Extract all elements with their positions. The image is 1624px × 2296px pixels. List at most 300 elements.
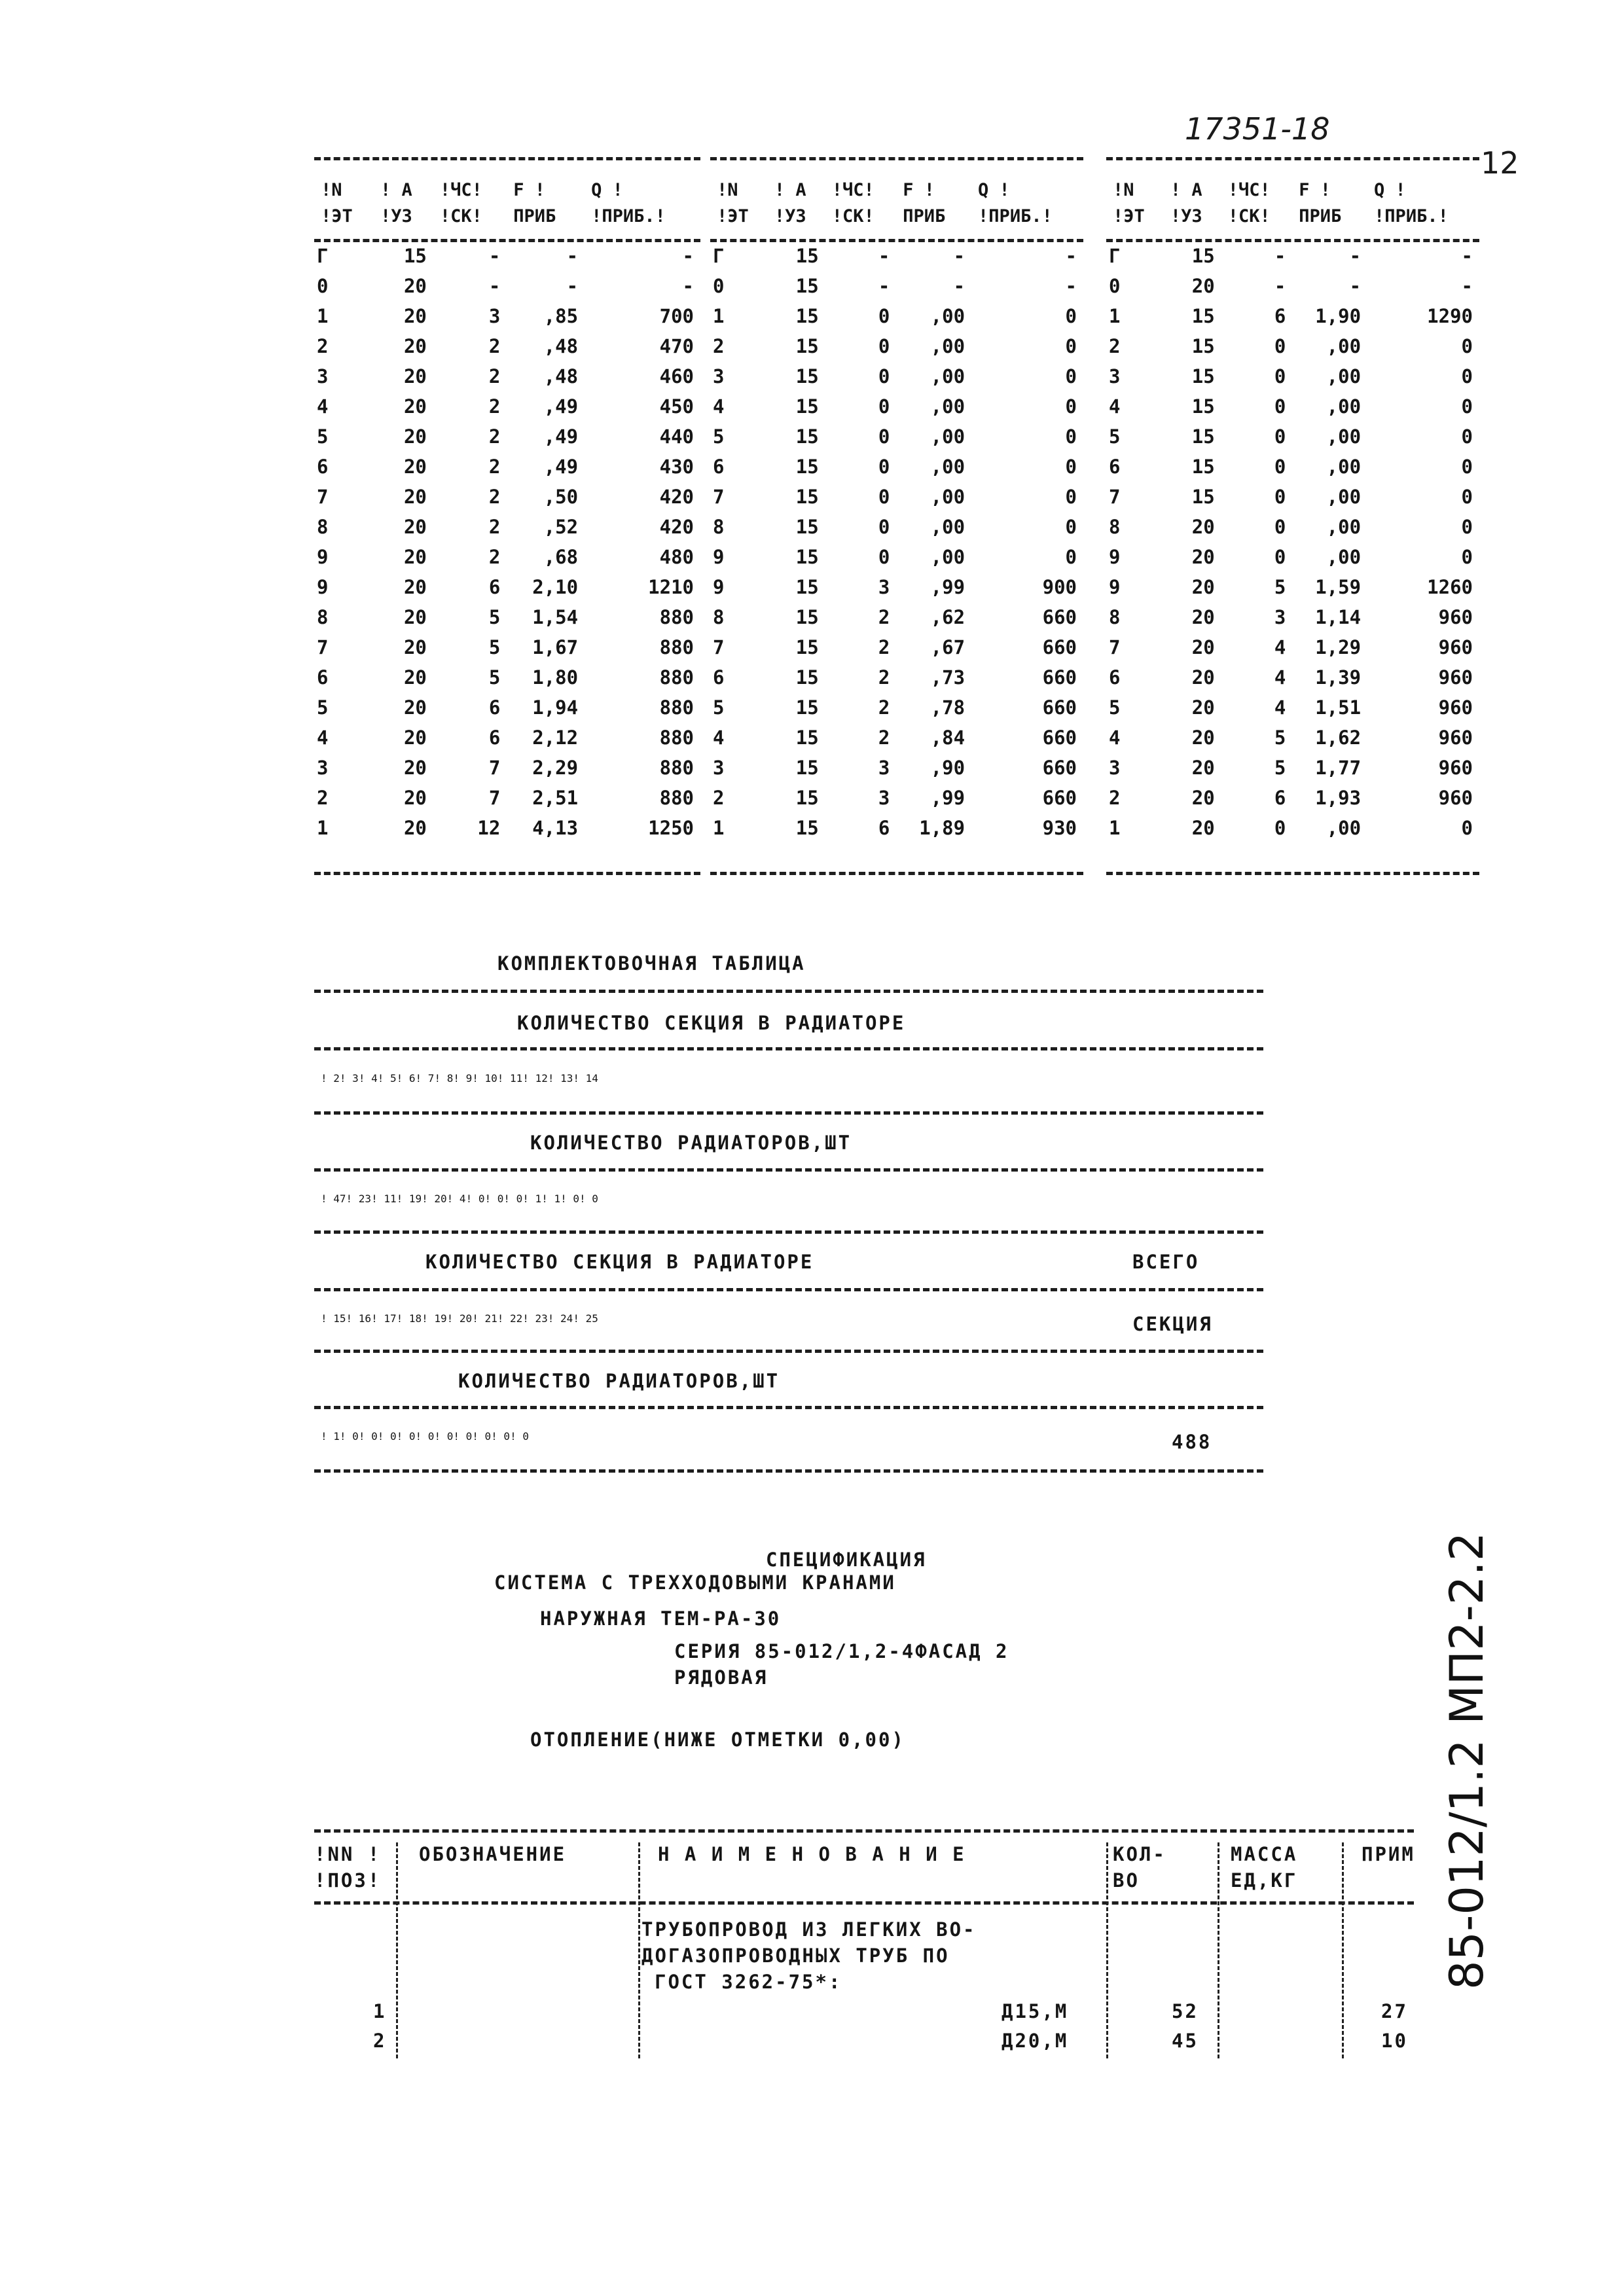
table-cell: 1 xyxy=(317,817,329,839)
table-cell: 15 xyxy=(795,576,819,598)
table-cell: 4 xyxy=(713,726,725,749)
table-cell: 3 xyxy=(1109,365,1121,387)
kt-cell: ! 1 xyxy=(321,1430,340,1443)
table-cell: 1,77 xyxy=(1315,757,1362,779)
table-cell: 20 xyxy=(1191,757,1215,779)
kt-cell: ! 6 xyxy=(396,1072,416,1085)
table-cell: 20 xyxy=(1191,696,1215,719)
spec-row-1-pos: 1 xyxy=(373,2000,387,2022)
table-cell: 15 xyxy=(795,817,819,839)
kt-cell: ! 2 xyxy=(321,1072,340,1085)
table-cell: 15 xyxy=(795,636,819,658)
table-cell: 15 xyxy=(1191,305,1215,327)
table-cell: 660 xyxy=(1042,787,1077,809)
table-cell: 9 xyxy=(317,546,329,568)
table-cell: 480 xyxy=(659,546,694,568)
table-row xyxy=(710,813,1083,843)
table-cell: ,00 xyxy=(930,305,965,327)
table-row xyxy=(1106,542,1479,572)
table-header-cell: !ПРИБ.! xyxy=(978,206,1053,226)
table-cell: 1,90 xyxy=(1315,305,1362,327)
kt-cell: ! 0 xyxy=(396,1430,416,1443)
spec-rule-top xyxy=(314,1829,1414,1833)
table-cell: 3 xyxy=(878,787,890,809)
table-cell: 0 xyxy=(1461,335,1473,357)
table-cell: 6 xyxy=(317,456,329,478)
table-cell: 2 xyxy=(488,546,501,568)
table-cell: 2 xyxy=(488,335,501,357)
spec-series: СЕРИЯ 85-012/1,2-4ФАСАД 2 xyxy=(674,1640,1009,1662)
table-cell: - xyxy=(1274,245,1286,267)
kt-cell: ! 11 xyxy=(497,1072,523,1085)
table-cell: ,00 xyxy=(930,335,965,357)
table-cell: 1,54 xyxy=(532,606,579,628)
kt-cell: ! 0 xyxy=(503,1193,523,1205)
kt-rule-5 xyxy=(314,1230,1263,1234)
table-cell: ,00 xyxy=(1326,456,1362,478)
spec-row-2-name: Д20,М xyxy=(1001,2030,1069,2052)
table-row xyxy=(1106,692,1479,723)
spec-head-kol-2: ВО xyxy=(1113,1869,1140,1892)
table-cell: - xyxy=(878,275,890,297)
table-cell: 20 xyxy=(403,726,427,749)
spec-row-2-prim: 10 xyxy=(1381,2030,1408,2052)
table-cell: 15 xyxy=(1191,486,1215,508)
table-cell: 0 xyxy=(1065,486,1077,508)
kt-cell: ! 47 xyxy=(321,1193,346,1205)
table-cell: 7 xyxy=(713,486,725,508)
table-cell: 5 xyxy=(488,666,501,689)
table-cell: 9 xyxy=(1109,546,1121,568)
table-cell: 0 xyxy=(1274,335,1286,357)
table-cell: 2,51 xyxy=(532,787,579,809)
table-cell: 880 xyxy=(659,757,694,779)
kt-sections-row-2 xyxy=(321,1312,1106,1325)
kt-cell: ! 18 xyxy=(396,1312,422,1325)
table-cell: 4 xyxy=(317,395,329,418)
table-cell: 960 xyxy=(1438,787,1473,809)
table-cell: - xyxy=(1349,245,1362,267)
table-row xyxy=(314,813,700,843)
table-cell: 15 xyxy=(795,726,819,749)
table-header-cell: !СК! xyxy=(831,206,875,226)
table-row xyxy=(314,241,700,271)
kt-sections-label-2: КОЛИЧЕСТВО СЕКЦИЯ В РАДИАТОРЕ xyxy=(425,1251,814,1273)
document-number: 17351-18 xyxy=(1185,111,1330,147)
table-cell: 15 xyxy=(795,305,819,327)
kt-cell: ! 0 xyxy=(453,1430,473,1443)
table-cell: 2 xyxy=(878,666,890,689)
table-cell: 660 xyxy=(1042,636,1077,658)
table-cell: 3 xyxy=(1109,757,1121,779)
table-cell: 5 xyxy=(1274,726,1286,749)
table-cell: ,00 xyxy=(1326,486,1362,508)
kt-radiators-row-1 xyxy=(321,1193,1250,1205)
table-cell: 0 xyxy=(1461,817,1473,839)
table-cell: 20 xyxy=(403,606,427,628)
table-cell: 0 xyxy=(1065,516,1077,538)
spec-head-naim: Н А И М Е Н О В А Н И Е xyxy=(658,1843,966,1865)
table-cell: 20 xyxy=(403,486,427,508)
table-header-cell: F ! xyxy=(903,179,935,200)
kt-radiators-label-1: КОЛИЧЕСТВО РАДИАТОРОВ,ШТ xyxy=(530,1132,852,1154)
table-cell: 9 xyxy=(713,546,725,568)
table-header-cell: !ПРИБ.! xyxy=(591,206,666,226)
table-cell: 8 xyxy=(1109,516,1121,538)
table-cell: ,00 xyxy=(1326,546,1362,568)
table-cell: 430 xyxy=(659,456,694,478)
table-cell: 930 xyxy=(1042,817,1077,839)
table-row xyxy=(710,271,1083,301)
table-cell: 0 xyxy=(1065,335,1077,357)
table-cell: 20 xyxy=(403,425,427,448)
table-row xyxy=(314,422,700,452)
table-cell: 12 xyxy=(477,817,501,839)
table-cell: 7 xyxy=(488,757,501,779)
table-cell: 6 xyxy=(1109,456,1121,478)
table-cell: 15 xyxy=(795,335,819,357)
table-cell: 4 xyxy=(1109,726,1121,749)
table-cell: 5 xyxy=(488,606,501,628)
table-header-cell: !N xyxy=(1113,179,1134,200)
table-cell: ,00 xyxy=(1326,365,1362,387)
spec-head-kol-1: КОЛ- xyxy=(1113,1843,1166,1865)
table-cell: ,00 xyxy=(1326,817,1362,839)
table-cell: 15 xyxy=(1191,245,1215,267)
kt-cell: ! 5 xyxy=(377,1072,397,1085)
table-header-cell: ПРИБ xyxy=(1299,206,1342,226)
kt-cell: ! 15 xyxy=(321,1312,346,1325)
kt-cell: ! 0 xyxy=(377,1430,397,1443)
spec-title: СПЕЦИФИКАЦИЯ xyxy=(766,1549,927,1571)
table-cell: 15 xyxy=(795,666,819,689)
kt-rule-8 xyxy=(314,1406,1263,1409)
table2-top-rule xyxy=(710,157,1083,160)
table-cell: 0 xyxy=(1274,425,1286,448)
table-cell: 20 xyxy=(1191,787,1215,809)
table-cell: 4 xyxy=(317,726,329,749)
table-cell: 20 xyxy=(1191,516,1215,538)
table-cell: 0 xyxy=(1065,456,1077,478)
kt-cell: ! 10 xyxy=(472,1072,497,1085)
table-cell: 0 xyxy=(1461,486,1473,508)
table-cell: ,00 xyxy=(1326,395,1362,418)
kt-cell: ! 1 xyxy=(522,1193,542,1205)
table-cell: ,84 xyxy=(930,726,965,749)
kt-cell: ! 23 xyxy=(346,1193,372,1205)
kt-cell: ! 0 xyxy=(472,1430,492,1443)
table-cell: 7 xyxy=(488,787,501,809)
table-cell: 4 xyxy=(713,395,725,418)
kt-total-label-top: ВСЕГО xyxy=(1132,1251,1200,1273)
table-cell: 4 xyxy=(1274,636,1286,658)
kt-rule-6 xyxy=(314,1288,1263,1291)
table-cell: 660 xyxy=(1042,666,1077,689)
table-cell: 2 xyxy=(878,636,890,658)
table-cell: ,00 xyxy=(930,486,965,508)
spec-row-2-pos: 2 xyxy=(373,2030,387,2052)
table-cell: 0 xyxy=(878,546,890,568)
table-cell: - xyxy=(1461,245,1473,267)
table-cell: 1,59 xyxy=(1315,576,1362,598)
table-cell: 20 xyxy=(403,335,427,357)
table-row xyxy=(1106,422,1479,452)
table-cell: 5 xyxy=(317,696,329,719)
table-cell: 0 xyxy=(1109,275,1121,297)
kt-cell: ! 4 xyxy=(446,1193,466,1205)
table-cell: 1 xyxy=(1109,817,1121,839)
table-cell: ,00 xyxy=(930,456,965,478)
table-cell: 20 xyxy=(403,817,427,839)
table-header-cell: !ЧС! xyxy=(831,179,875,200)
table-header-cell: !ЭТ xyxy=(321,206,353,226)
table-cell: 20 xyxy=(1191,606,1215,628)
table-cell: 960 xyxy=(1438,726,1473,749)
table-cell: 20 xyxy=(403,666,427,689)
table-header-cell: !УЗ xyxy=(380,206,412,226)
table-cell: 0 xyxy=(1274,817,1286,839)
table-cell: 6 xyxy=(488,726,501,749)
table-cell: 0 xyxy=(1065,425,1077,448)
table-cell: 6 xyxy=(713,456,725,478)
table-cell: 9 xyxy=(317,576,329,598)
table-row xyxy=(314,692,700,723)
table-cell: 20 xyxy=(403,696,427,719)
table-cell: 0 xyxy=(1065,546,1077,568)
table-header-cell: !СК! xyxy=(1227,206,1271,226)
table-cell: 3 xyxy=(878,576,890,598)
table-cell: 2 xyxy=(713,787,725,809)
table-cell: 1,67 xyxy=(532,636,579,658)
table-header-cell: !ЭТ xyxy=(717,206,749,226)
table-cell: 20 xyxy=(403,456,427,478)
table-cell: 1250 xyxy=(648,817,694,839)
table-cell: 15 xyxy=(795,365,819,387)
table-row xyxy=(710,361,1083,391)
spec-head-prim: ПРИМ xyxy=(1362,1843,1415,1865)
table-cell: 20 xyxy=(1191,726,1215,749)
table-row xyxy=(1106,632,1479,662)
table-cell: 0 xyxy=(878,516,890,538)
kt-rule-1 xyxy=(314,990,1263,993)
table-cell: 0 xyxy=(878,365,890,387)
table-cell: 20 xyxy=(403,516,427,538)
table-cell: ,49 xyxy=(543,425,579,448)
table-row xyxy=(314,271,700,301)
table-header-cell: F ! xyxy=(1299,179,1331,200)
table-header-cell: ПРИБ xyxy=(903,206,946,226)
table-cell: ,00 xyxy=(930,365,965,387)
table-cell: 20 xyxy=(403,365,427,387)
table-cell: 4,13 xyxy=(532,817,579,839)
table-cell: 15 xyxy=(795,606,819,628)
table-cell: 0 xyxy=(1065,305,1077,327)
table-row xyxy=(1106,301,1479,331)
table-cell: 6 xyxy=(1274,305,1286,327)
kt-cell: ! 0 xyxy=(579,1193,598,1205)
table-cell: 0 xyxy=(1461,365,1473,387)
kt-total-value: 488 xyxy=(1172,1431,1212,1453)
table-cell: 1,94 xyxy=(532,696,579,719)
kt-total-label-bottom: СЕКЦИЯ xyxy=(1132,1313,1213,1335)
table-cell: ,50 xyxy=(543,486,579,508)
table-cell: 6 xyxy=(317,666,329,689)
table-cell: 0 xyxy=(1065,395,1077,418)
table-cell: 15 xyxy=(795,395,819,418)
table-cell: 0 xyxy=(1274,456,1286,478)
kt-cell: ! 20 xyxy=(446,1312,473,1325)
table-cell: 20 xyxy=(403,546,427,568)
table-cell: 4 xyxy=(1274,666,1286,689)
table-header-cell: !ЧС! xyxy=(1227,179,1271,200)
table-cell: - xyxy=(1274,275,1286,297)
table-cell: 2,10 xyxy=(532,576,579,598)
table-cell: 2 xyxy=(488,456,501,478)
table2-bottom-rule xyxy=(710,872,1083,875)
table-cell: 2,29 xyxy=(532,757,579,779)
table-cell: 1,29 xyxy=(1315,636,1362,658)
table-cell: - xyxy=(566,245,579,267)
table-cell: - xyxy=(566,275,579,297)
table-cell: 5 xyxy=(1274,576,1286,598)
table-row xyxy=(314,331,700,361)
kt-cell: ! 0 xyxy=(434,1430,454,1443)
kt-cell: ! 17 xyxy=(371,1312,397,1325)
table-cell: ,78 xyxy=(930,696,965,719)
table-cell: 660 xyxy=(1042,757,1077,779)
table-cell: 3 xyxy=(317,365,329,387)
table-cell: 8 xyxy=(713,606,725,628)
table-cell: 2 xyxy=(713,335,725,357)
table-cell: 0 xyxy=(1274,546,1286,568)
table-cell: ,85 xyxy=(543,305,579,327)
table-header-cell: F ! xyxy=(513,179,546,200)
table-row xyxy=(1106,662,1479,692)
table-cell: 8 xyxy=(317,516,329,538)
table-cell: 1 xyxy=(713,305,725,327)
table-cell: - xyxy=(682,275,694,297)
table-cell: 0 xyxy=(1274,365,1286,387)
table-cell: 0 xyxy=(878,425,890,448)
kt-sections-row-1 xyxy=(321,1072,1250,1085)
table-cell: 5 xyxy=(488,636,501,658)
table-cell: 15 xyxy=(795,456,819,478)
table1-bottom-rule xyxy=(314,872,700,875)
table-cell: 6 xyxy=(713,666,725,689)
table-row xyxy=(710,391,1083,422)
table-row xyxy=(710,692,1083,723)
table-cell: 15 xyxy=(795,696,819,719)
table-row xyxy=(314,452,700,482)
table-cell: 1,93 xyxy=(1315,787,1362,809)
table-cell: ,62 xyxy=(930,606,965,628)
kt-cell: ! 9 xyxy=(453,1072,473,1085)
table-cell: ,00 xyxy=(1326,516,1362,538)
table-cell: 960 xyxy=(1438,696,1473,719)
table-cell: 5 xyxy=(1109,696,1121,719)
table-row xyxy=(710,331,1083,361)
table-cell: 3 xyxy=(317,757,329,779)
table-row xyxy=(314,723,700,753)
table-cell: ,00 xyxy=(930,546,965,568)
table-row xyxy=(1106,512,1479,542)
table-cell: 420 xyxy=(659,516,694,538)
table-cell: 1260 xyxy=(1427,576,1473,598)
kt-sections-label-1: КОЛИЧЕСТВО СЕКЦИЯ В РАДИАТОРЕ xyxy=(517,1012,906,1034)
table-cell: 0 xyxy=(1274,486,1286,508)
table-cell: 700 xyxy=(659,305,694,327)
spec-row-type: РЯДОВАЯ xyxy=(674,1666,768,1689)
spec-head-pos-1: !NN ! xyxy=(314,1843,382,1865)
table-cell: ,73 xyxy=(930,666,965,689)
table-row xyxy=(314,391,700,422)
table-cell: 5 xyxy=(1109,425,1121,448)
spec-col-sep-4 xyxy=(1218,1842,1219,2058)
floor-table-2 xyxy=(710,177,1083,843)
table-cell: 15 xyxy=(795,787,819,809)
table-cell: 15 xyxy=(795,425,819,448)
table-row xyxy=(710,783,1083,813)
table-cell: 1 xyxy=(317,305,329,327)
kt-rule-4 xyxy=(314,1168,1263,1172)
table-cell: Г xyxy=(713,245,725,267)
table-cell: ,49 xyxy=(543,395,579,418)
table-row xyxy=(1106,241,1479,271)
table-cell: 6 xyxy=(1109,666,1121,689)
table-cell: 5 xyxy=(713,696,725,719)
table1-top-rule xyxy=(314,157,700,160)
table-row xyxy=(710,542,1083,572)
table-row xyxy=(710,632,1083,662)
table-cell: - xyxy=(878,245,890,267)
table-cell: 2,12 xyxy=(532,726,579,749)
table-cell: 9 xyxy=(1109,576,1121,598)
table-cell: 1290 xyxy=(1427,305,1473,327)
kt-radiators-row-2 xyxy=(321,1430,1106,1443)
table-row xyxy=(314,572,700,602)
table-cell: 2 xyxy=(488,365,501,387)
table-cell: 460 xyxy=(659,365,694,387)
table-cell: 2 xyxy=(878,696,890,719)
kt-cell: ! 11 xyxy=(371,1193,397,1205)
table-row xyxy=(1106,361,1479,391)
table-row xyxy=(314,783,700,813)
table-header-cell: !ЧС! xyxy=(439,179,482,200)
table-cell: 4 xyxy=(1274,696,1286,719)
table-cell: 2 xyxy=(317,335,329,357)
table-header-cell: ! A xyxy=(380,179,412,200)
side-stamp: 85-012/1.2 МП2-2.2 xyxy=(1440,1532,1494,1990)
table-row xyxy=(314,632,700,662)
table-cell: 0 xyxy=(1461,395,1473,418)
table-cell: 0 xyxy=(1065,365,1077,387)
table-cell: 3 xyxy=(878,757,890,779)
table-row xyxy=(1106,482,1479,512)
table-cell: 880 xyxy=(659,696,694,719)
table-row xyxy=(710,723,1083,753)
table-cell: 0 xyxy=(1461,546,1473,568)
table-cell: ,00 xyxy=(1326,425,1362,448)
table-cell: - xyxy=(953,245,965,267)
table-cell: 470 xyxy=(659,335,694,357)
kt-cell: ! 12 xyxy=(522,1072,548,1085)
table-cell: - xyxy=(1461,275,1473,297)
kt-cell: ! 22 xyxy=(497,1312,523,1325)
table-cell: 20 xyxy=(403,305,427,327)
spec-col-sep-3 xyxy=(1106,1842,1108,2058)
table-cell: 20 xyxy=(403,576,427,598)
table-cell: 660 xyxy=(1042,606,1077,628)
